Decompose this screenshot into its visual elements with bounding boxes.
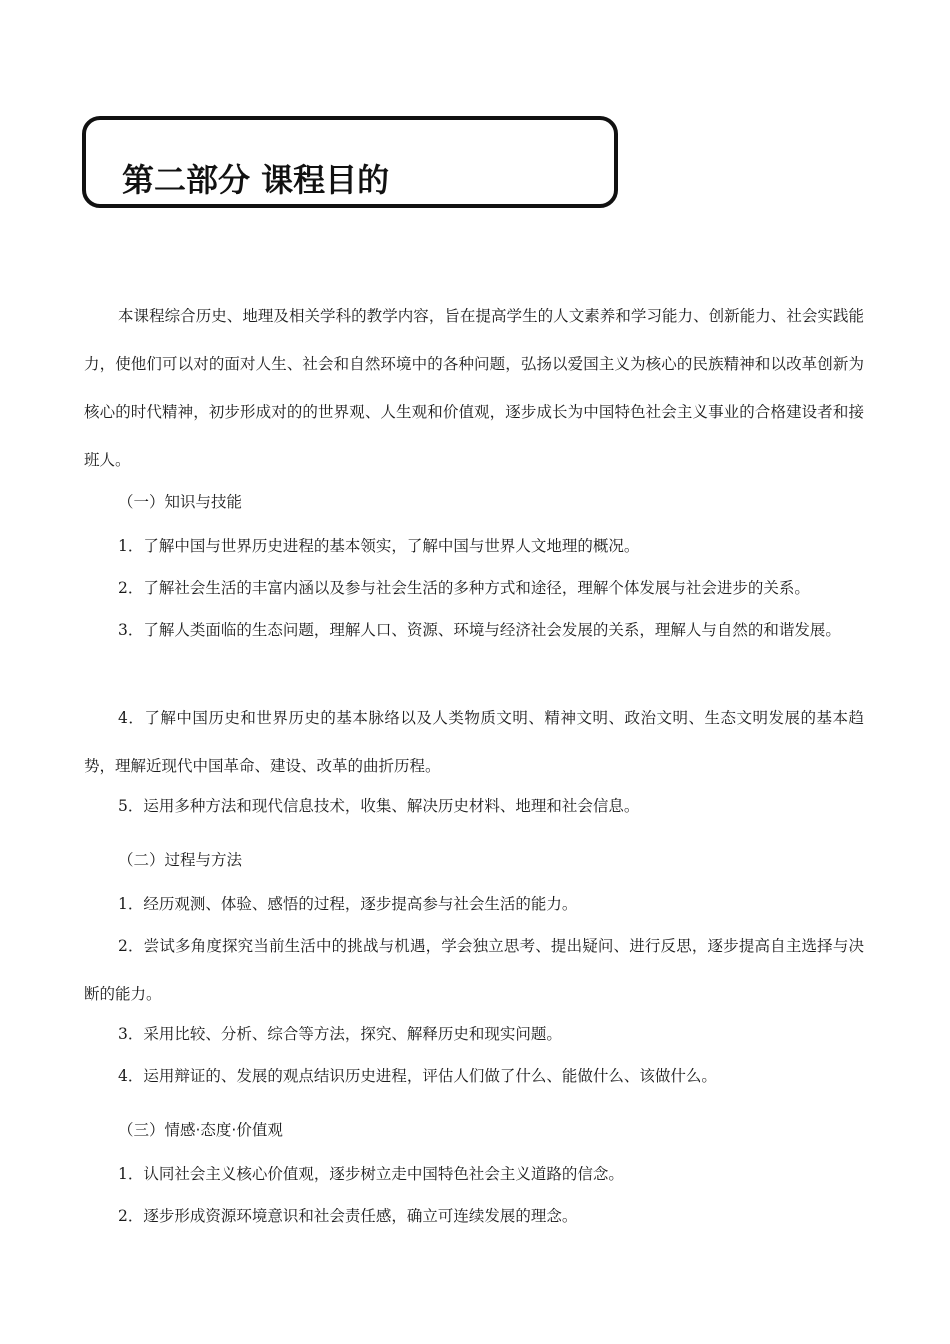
list-item: 4．了解中国历史和世界历史的基本脉络以及人类物质文明、精神文明、政治文明、生态文明发展的基本趋势，理解近现代中国革命、建设、改革的曲折历程。 — [84, 709, 864, 775]
list-item: 2．了解社会生活的丰富内涵以及参与社会生活的多种方式和途径，理解个体发展与社会进步的关系。 — [118, 579, 810, 597]
list-item: 5．运用多种方法和现代信息技术，收集、解决历史材料、地理和社会信息。 — [118, 797, 640, 815]
list-item: 2．逐步形成资源环境意识和社会责任感，确立可连续发展的理念。 — [118, 1207, 578, 1225]
list-item: 4．运用辩证的、发展的观点结识历史进程，评估人们做了什么、能做什么、该做什么。 — [118, 1067, 717, 1085]
list-item: 3．了解人类面临的生态问题，理解人口、资源、环境与经济社会发展的关系，理解人与自然的和谐发展。 — [118, 621, 841, 639]
list-item: 3．采用比较、分析、综合等方法，探究、解释历史和现实问题。 — [118, 1025, 562, 1043]
section-heading-knowledge: （一）知识与技能 — [118, 493, 243, 511]
title-box — [82, 116, 618, 208]
list-item: 2．尝试多角度探究当前生活中的挑战与机遇，学会独立思考、提出疑问、进行反思，逐步提高自主选择与决断的能力。 — [84, 937, 864, 1003]
section-heading-process: （二）过程与方法 — [118, 851, 243, 869]
list-item: 1．经历观测、体验、感悟的过程，逐步提高参与社会生活的能力。 — [118, 895, 578, 913]
section-heading-values: （三）情感·态度·价值观 — [118, 1121, 283, 1139]
page-title: 第二部分 课程目的 — [122, 161, 390, 199]
list-item: 1．认同社会主义核心价值观，逐步树立走中国特色社会主义道路的信念。 — [118, 1165, 624, 1183]
intro-paragraph: 本课程综合历史、地理及相关学科的教学内容，旨在提高学生的人文素养和学习能力、创新能力、社会实践能力，使他们可以对的面对人生、社会和自然环境中的各种问题，弘扬以爱国主义为核心的民族精神和以改革创新为核心的时代精神，初步形成对的的世界观、人生观和价值观，逐步成长为中国特色社会主义事业的合格建设者和接班人。 — [84, 307, 864, 469]
list-item: 1．了解中国与世界历史进程的基本领实，了解中国与世界人文地理的概况。 — [118, 537, 640, 555]
